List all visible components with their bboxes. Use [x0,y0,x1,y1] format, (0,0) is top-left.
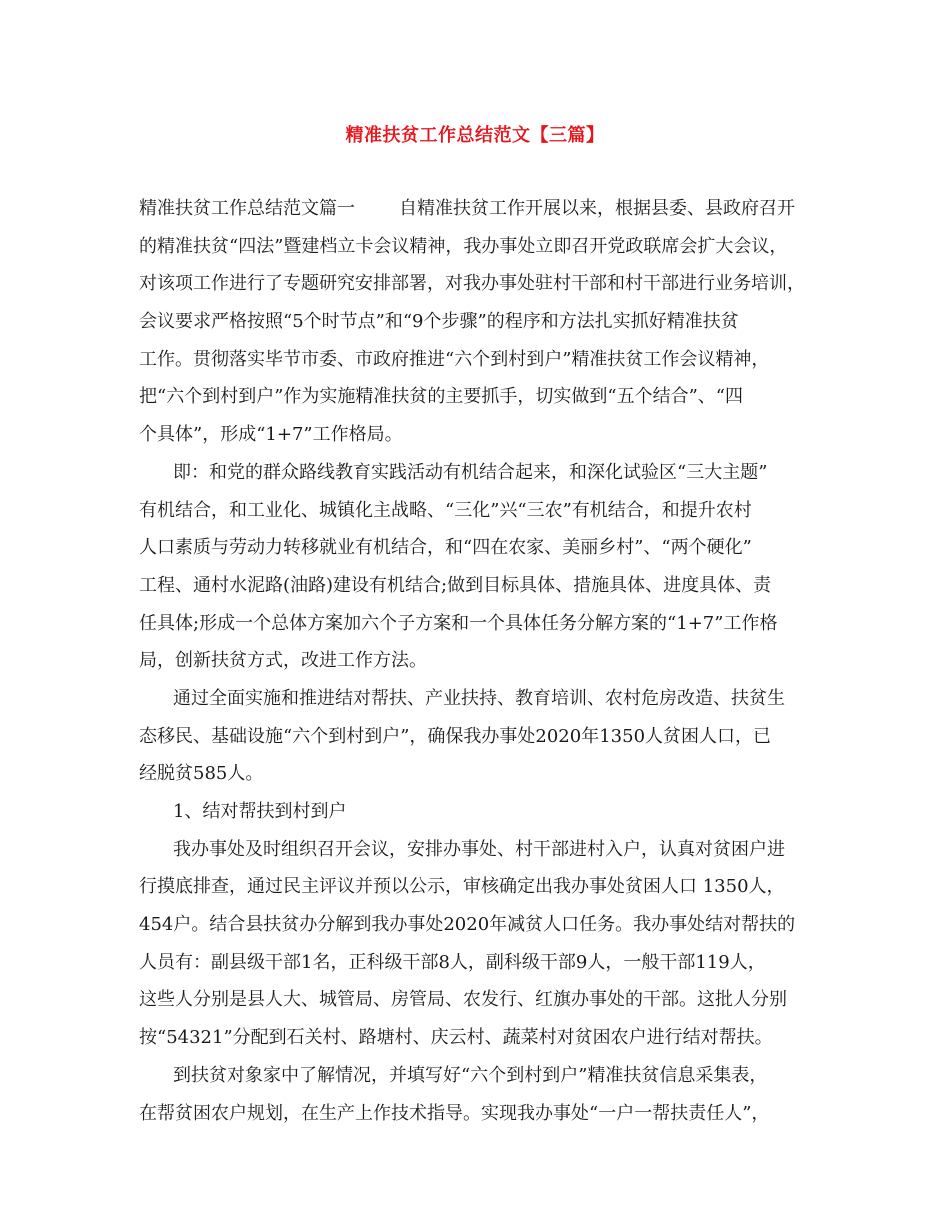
paragraph-line: 我办事处及时组织召开会议，安排办事处、村干部进村入户，认真对贫困户进 [173,838,785,860]
paragraph-line: 工作。贯彻落实毕节市委、市政府推进“六个到村到户”精准扶贫工作会议精神， [139,348,770,370]
paragraph-line: 人员有：副县级干部1名，正科级干部8人，副科级干部9人，一般干部119人， [139,951,766,973]
paragraph-line: 把“六个到村到户”作为实施精准扶贫的主要抓手，切实做到“五个结合”、“四 [139,386,744,408]
paragraph-line: 态移民、基础设施“六个到村到户”，确保我办事处2020年1350人贫困人口，已 [139,725,772,747]
paragraph-line: 到扶贫对象家中了解情况，并填写好“六个到村到户”精准扶贫信息采集表， [173,1064,768,1086]
paragraph-line [139,190,811,228]
paragraph-line: 按“54321”分配到石关村、路塘村、庆云村、蔬菜村对贫困农户进行结对帮扶。 [139,1027,773,1049]
paragraph-line: 行摸底排查，通过民主评议并预以公示，审核确定出我办事处贫困人口 1350人， [139,876,785,898]
paragraph-line: 在帮贫困农户规划，在生产上作技术指导。实现我办事处“一户一帮扶责任人”， [139,1102,770,1124]
paragraph-line: 通过全面实施和推进结对帮扶、产业扶持、教育培训、农村危房改造、扶贫生 [173,687,785,709]
paragraph-line: 有机结合，和工业化、城镇化主战略、“三化”兴“三农”有机结合，和提升农村 [139,499,752,521]
paragraph-line: 的精准扶贫“四法”暨建档立卡会议精神，我办事处立即召开党政联席会扩大会议， [139,235,788,257]
section-heading: 精准扶贫工作总结范文篇一 [139,198,355,219]
paragraph-text: 自精准扶贫工作开展以来，根据县委、县政府召开 [399,198,795,219]
subsection-heading: 1、结对帮扶到村到户 [173,801,347,822]
document-body [139,190,811,1132]
paragraph-line: 即：和党的群众路线教育实践活动有机结合起来，和深化试验区“三大主题” [173,461,768,483]
paragraph-line: 工程、通村水泥路(油路)建设有机结合;做到目标具体、措施具体、进度具体、责 [139,574,772,596]
document-title: 精准扶贫工作总结范文【三篇】 [345,125,605,146]
paragraph-line: 对该项工作进行了专题研究安排部署，对我办事处驻村干部和村干部进行业务培训， [139,273,805,295]
paragraph-line: 会议要求严格按照“5个时节点”和“9个步骤”的程序和方法扎实抓好精准扶贫 [139,311,739,333]
paragraph-line: 个具体”，形成“1+7”工作格局。 [139,424,403,446]
paragraph-line: 这些人分别是县人大、城管局、房管局、农发行、红旗办事处的干部。这批人分别 [139,989,787,1011]
paragraph-line: 任具体;形成一个总体方案加六个子方案和一个具体任务分解方案的“1+7”工作格 [139,612,778,634]
paragraph-line: 经脱贫585人。 [139,763,264,785]
paragraph-line: 454户。结合县扶贫办分解到我办事处2020年减贫人口任务。我办事处结对帮扶的 [139,914,796,936]
paragraph-line: 局，创新扶贫方式，改进工作方法。 [139,650,427,672]
paragraph-line: 人口素质与劳动力转移就业有机结合，和“四在农家、美丽乡村”、“两个硬化” [139,537,752,559]
